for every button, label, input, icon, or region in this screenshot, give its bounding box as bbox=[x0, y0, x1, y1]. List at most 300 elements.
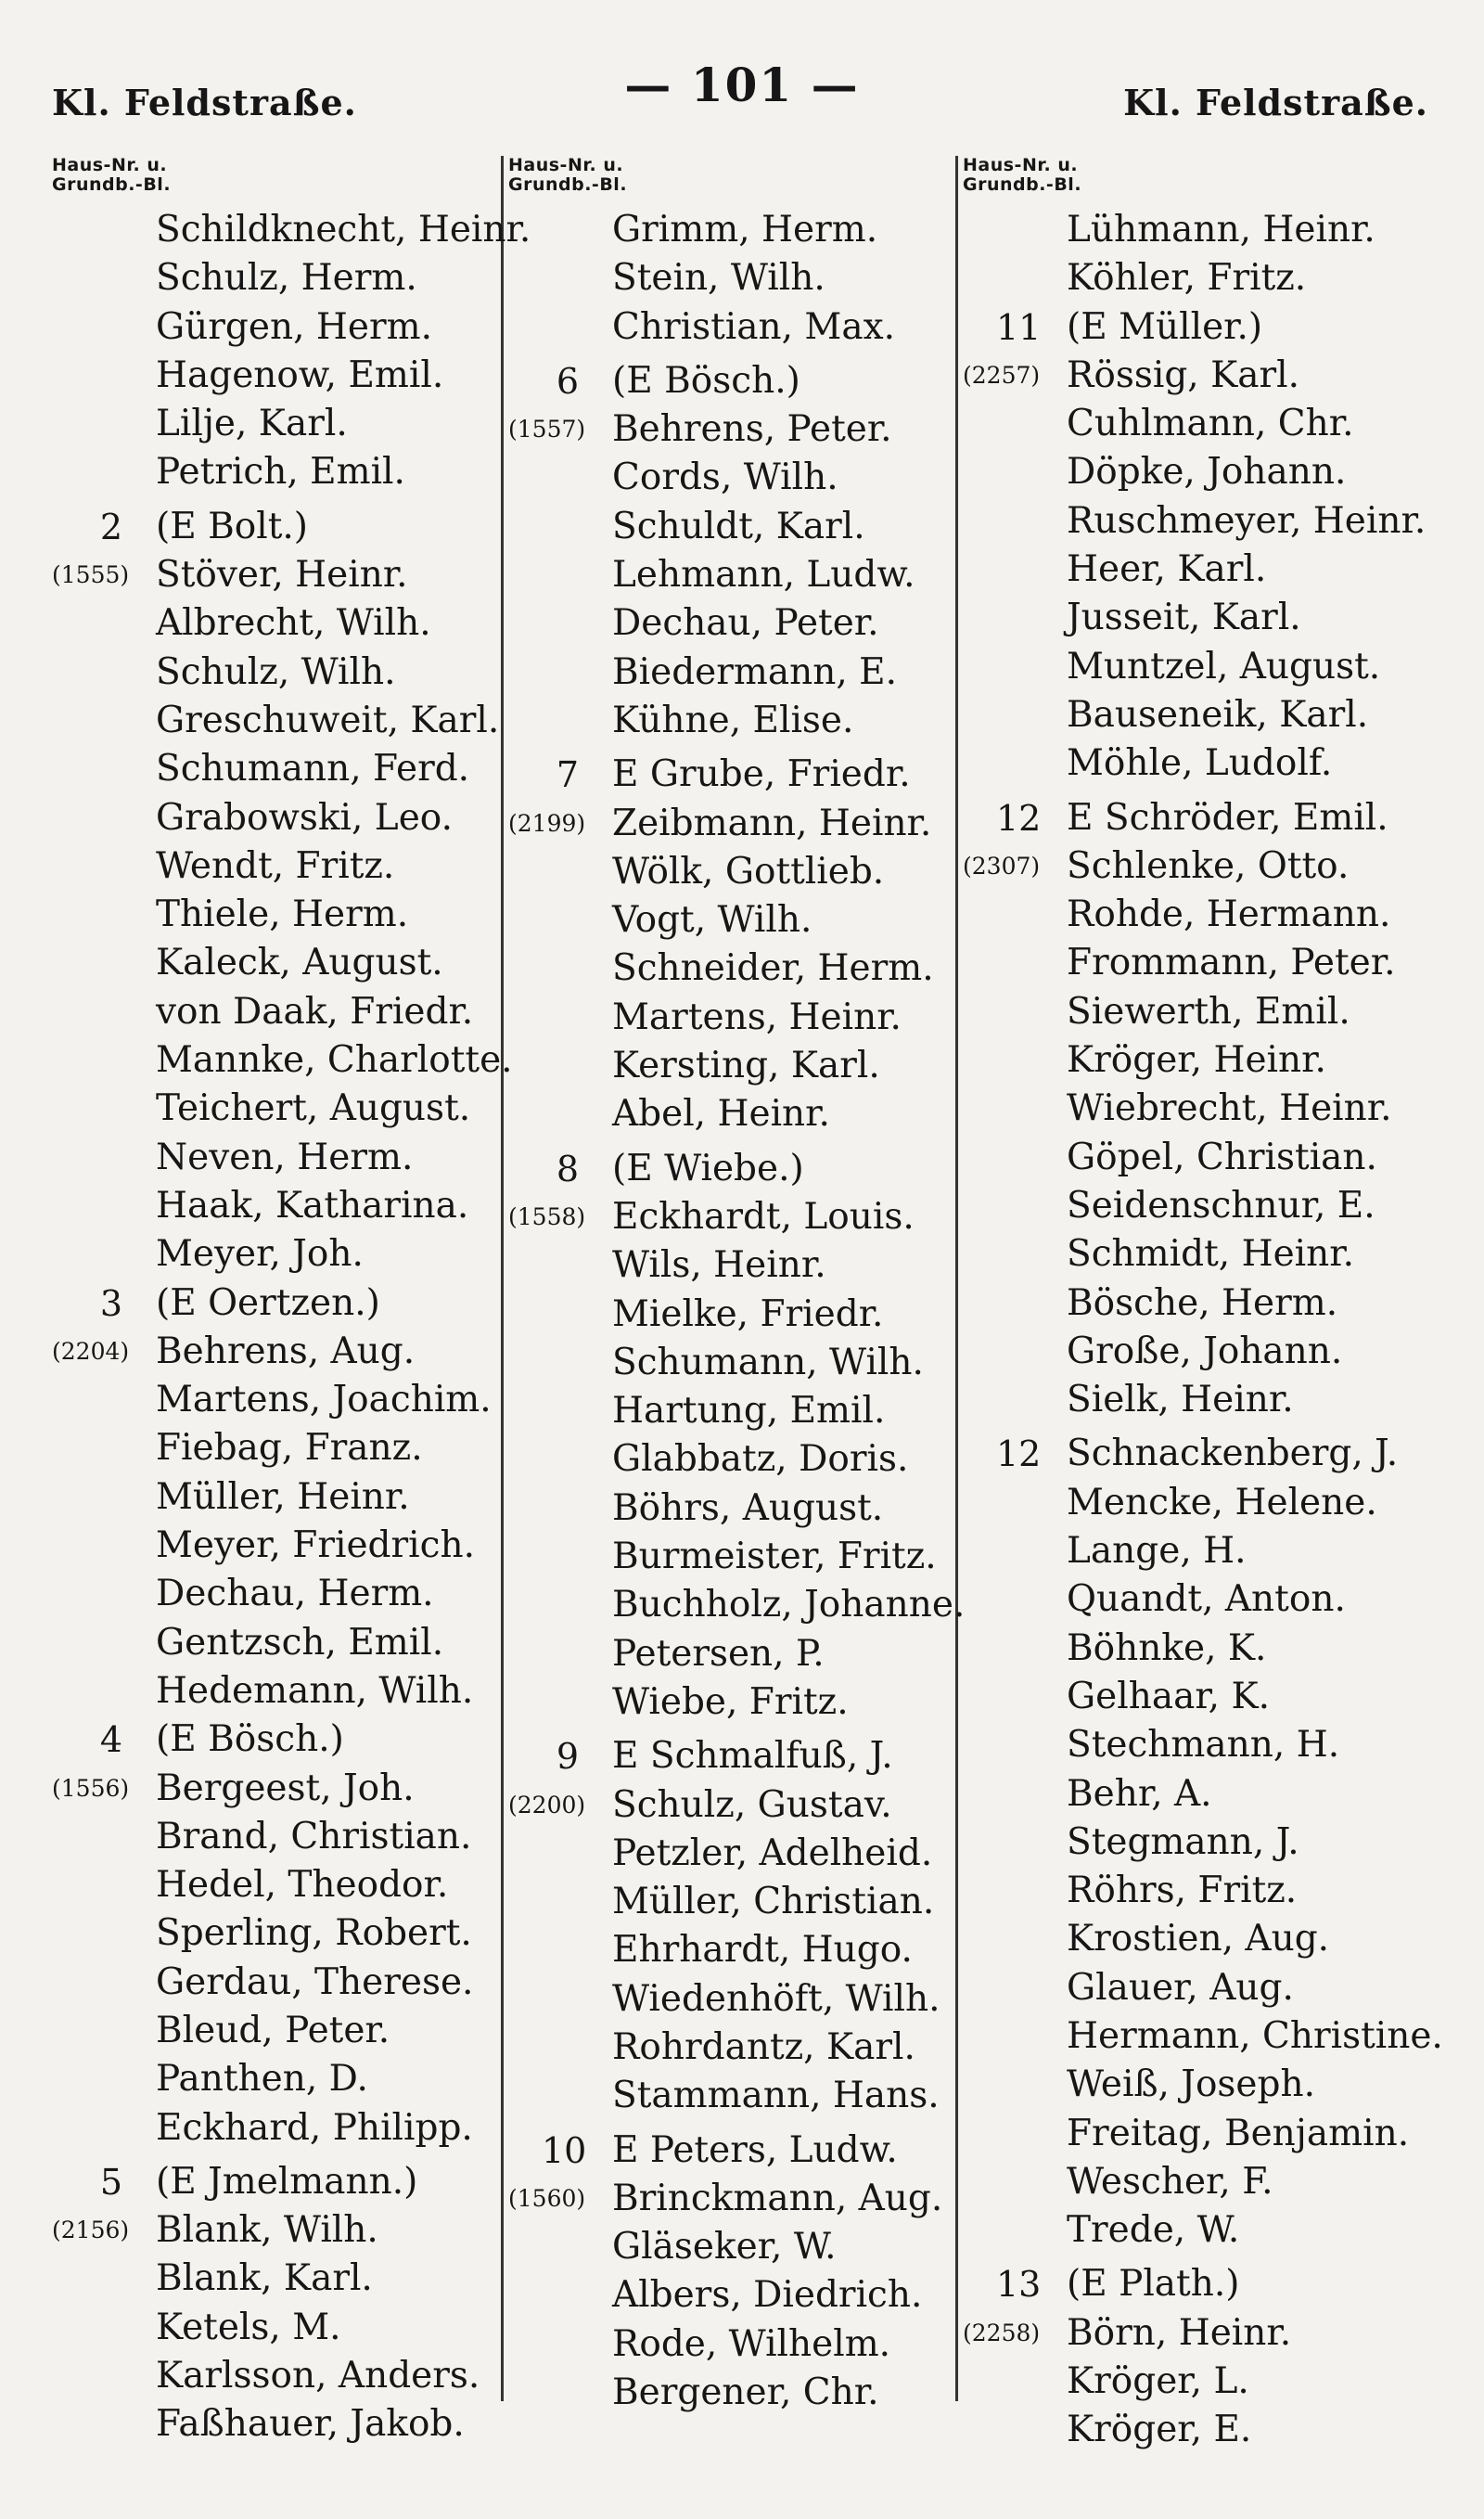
resident-name: Quandt, Anton. bbox=[1067, 1578, 1346, 1621]
resident-name: Gelhaar, K. bbox=[1067, 1675, 1271, 1717]
resident-name: Cords, Wilh. bbox=[612, 456, 838, 499]
directory-entry bbox=[508, 303, 944, 352]
resident-name: Neven, Herm. bbox=[156, 1136, 414, 1178]
directory-entry bbox=[52, 1085, 488, 1133]
resident-name: Kröger, Heinr. bbox=[1067, 1039, 1326, 1082]
directory-entry bbox=[963, 1964, 1445, 2012]
resident-name: Schildknecht, Heinr. bbox=[156, 209, 531, 251]
directory-entry bbox=[508, 1975, 944, 2024]
resident-name: Blank, Wilh. bbox=[156, 2209, 378, 2252]
house-number: 6 bbox=[556, 360, 579, 402]
resident-name: Böhnke, K. bbox=[1067, 1626, 1267, 1669]
directory-entry bbox=[52, 1909, 488, 1958]
column-header-line1: Haus-Nr. u. bbox=[508, 155, 624, 175]
resident-name: Hedel, Theodor. bbox=[156, 1864, 449, 1907]
directory-entry bbox=[963, 1134, 1445, 1182]
resident-name: Große, Johann. bbox=[1067, 1330, 1343, 1372]
resident-name: Behrens, Aug. bbox=[156, 1330, 416, 1372]
directory-entry bbox=[508, 405, 944, 454]
directory-entry bbox=[508, 551, 944, 599]
directory-entry bbox=[508, 1878, 944, 1926]
directory-entry bbox=[963, 1430, 1445, 1478]
house-number: 3 bbox=[99, 1282, 122, 1324]
column-divider bbox=[955, 156, 958, 2401]
directory-entry bbox=[963, 1770, 1445, 1819]
resident-name: Grimm, Herm. bbox=[612, 209, 878, 251]
directory-entry bbox=[963, 2012, 1445, 2061]
column-header bbox=[52, 156, 488, 206]
resident-name: Eckhard, Philipp. bbox=[156, 2106, 473, 2149]
resident-name: Behr, A. bbox=[1067, 1772, 1212, 1815]
resident-name: Karlsson, Anders. bbox=[156, 2355, 480, 2397]
directory-entry bbox=[963, 939, 1445, 987]
directory-entry bbox=[963, 2206, 1445, 2255]
resident-name: Lilje, Karl. bbox=[156, 403, 348, 445]
column-2 bbox=[508, 155, 966, 2417]
directory-entry bbox=[52, 2055, 488, 2103]
entry-list bbox=[508, 206, 966, 2417]
directory-entry bbox=[963, 891, 1445, 939]
directory-entry bbox=[508, 994, 944, 1042]
resident-name: Gläseker, W. bbox=[612, 2226, 837, 2268]
directory-entry bbox=[508, 1581, 966, 1629]
resident-name: Kühne, Elise. bbox=[612, 699, 854, 741]
resident-name: Freitag, Benjamin. bbox=[1067, 2112, 1410, 2154]
directory-entry bbox=[52, 1667, 488, 1716]
directory-entry bbox=[508, 1830, 944, 1878]
directory-entry bbox=[508, 1193, 944, 1241]
directory-entry bbox=[963, 1376, 1445, 1424]
resident-name: Rode, Wilhelm. bbox=[612, 2322, 891, 2365]
resident-name: Wescher, F. bbox=[1067, 2160, 1273, 2203]
directory-entry bbox=[508, 206, 944, 254]
directory-entry bbox=[508, 697, 944, 745]
resident-name: Panthen, D. bbox=[156, 2058, 368, 2101]
directory-entry bbox=[963, 1673, 1445, 1721]
directory-entry bbox=[52, 988, 488, 1036]
directory-entry bbox=[963, 1085, 1445, 1133]
directory-entry bbox=[963, 1479, 1445, 1527]
directory-entry bbox=[52, 254, 488, 302]
resident-name: Meyer, Joh. bbox=[156, 1233, 364, 1276]
resident-name: Ehrhardt, Hugo. bbox=[612, 1929, 913, 1972]
resident-name: Stechmann, H. bbox=[1067, 1724, 1340, 1767]
resident-name: E Grube, Friedr. bbox=[612, 753, 911, 796]
resident-name: Albrecht, Wilh. bbox=[156, 602, 431, 645]
directory-entry bbox=[963, 794, 1445, 842]
directory-entry bbox=[508, 896, 944, 945]
directory-entry bbox=[508, 649, 944, 697]
resident-name: Albers, Diedrich. bbox=[612, 2274, 923, 2317]
directory-entry bbox=[52, 206, 531, 254]
directory-entry bbox=[508, 2024, 944, 2072]
resident-name: Rohrdantz, Karl. bbox=[612, 2025, 915, 2068]
directory-entry bbox=[963, 497, 1445, 546]
land-register-number: (2199) bbox=[508, 809, 586, 837]
resident-name: Krostien, Aug. bbox=[1067, 1918, 1330, 1960]
directory-entry bbox=[52, 2206, 488, 2255]
house-number: 8 bbox=[556, 1148, 579, 1189]
resident-name: Jusseit, Karl. bbox=[1067, 597, 1301, 639]
directory-entry bbox=[963, 2406, 1445, 2454]
directory-entry bbox=[963, 1279, 1445, 1328]
resident-name: Glabbatz, Doris. bbox=[612, 1438, 909, 1481]
resident-name: Müller, Heinr. bbox=[156, 1475, 410, 1518]
resident-name: Schmidt, Heinr. bbox=[1067, 1233, 1355, 1276]
column-header-line1: Haus-Nr. u. bbox=[963, 155, 1079, 175]
directory-entry bbox=[963, 400, 1445, 448]
directory-entry bbox=[52, 1376, 492, 1424]
column-divider bbox=[501, 156, 504, 2401]
land-register-number: (2258) bbox=[963, 2319, 1041, 2346]
resident-name: Kersting, Karl. bbox=[612, 1045, 880, 1087]
directory-entry bbox=[52, 1134, 488, 1182]
directory-entry bbox=[508, 357, 944, 405]
directory-entry bbox=[508, 751, 944, 799]
resident-name: Lehmann, Ludw. bbox=[612, 554, 915, 597]
resident-name: Gürgen, Herm. bbox=[156, 305, 432, 348]
land-register-number: (1560) bbox=[508, 2184, 586, 2212]
resident-name: Teichert, August. bbox=[156, 1087, 471, 1130]
resident-name: Petrich, Emil. bbox=[156, 451, 405, 494]
resident-name: Wölk, Gottlieb. bbox=[612, 850, 885, 893]
directory-entry bbox=[508, 2127, 944, 2175]
directory-entry bbox=[963, 352, 1445, 400]
resident-name: Schumann, Wilh. bbox=[612, 1341, 924, 1383]
resident-name: Bergener, Chr. bbox=[612, 2371, 879, 2414]
resident-name: Petzler, Adelheid. bbox=[612, 1831, 933, 1874]
directory-entry bbox=[963, 2309, 1445, 2358]
directory-entry bbox=[52, 599, 488, 648]
resident-name: Bleud, Peter. bbox=[156, 2009, 390, 2051]
directory-entry bbox=[508, 1678, 944, 1727]
column-header bbox=[963, 156, 1445, 206]
directory-entry bbox=[508, 1926, 944, 1974]
resident-name: Petersen, P. bbox=[612, 1632, 825, 1675]
directory-entry bbox=[52, 2158, 488, 2206]
column-header-line2: Grundb.-Bl. bbox=[52, 174, 172, 195]
directory-entry bbox=[963, 1819, 1445, 1867]
directory-entry bbox=[508, 1732, 944, 1780]
resident-name: (E Müller.) bbox=[1067, 305, 1263, 348]
resident-name: Mannke, Charlotte. bbox=[156, 1039, 513, 1082]
house-number: 13 bbox=[996, 2264, 1042, 2306]
directory-entry bbox=[508, 800, 944, 848]
directory-entry bbox=[52, 2304, 488, 2352]
column-3 bbox=[963, 156, 1445, 2455]
running-head-right: Kl. Feldstraße. bbox=[1123, 82, 1428, 123]
resident-name: Böhrs, August. bbox=[612, 1486, 884, 1529]
resident-name: Wils, Heinr. bbox=[612, 1244, 826, 1287]
directory-entry bbox=[508, 1533, 944, 1581]
resident-name: Stegmann, J. bbox=[1067, 1820, 1299, 1863]
resident-name: Frommann, Peter. bbox=[1067, 942, 1396, 984]
directory-entry bbox=[508, 945, 944, 993]
resident-name: Muntzel, August. bbox=[1067, 645, 1381, 688]
resident-name: Bösche, Herm. bbox=[1067, 1281, 1338, 1324]
directory-entry bbox=[963, 303, 1445, 352]
column-header bbox=[508, 156, 944, 206]
column-header-line1: Haus-Nr. u. bbox=[52, 155, 168, 175]
resident-name: Schneider, Herm. bbox=[612, 947, 934, 990]
resident-name: Göpel, Christian. bbox=[1067, 1136, 1377, 1178]
resident-name: Trede, W. bbox=[1067, 2209, 1240, 2252]
directory-entry bbox=[52, 1959, 488, 2007]
directory-entry bbox=[963, 1915, 1445, 1963]
resident-name: Lange, H. bbox=[1067, 1530, 1247, 1573]
land-register-number: (2200) bbox=[508, 1791, 586, 1819]
directory-entry bbox=[963, 988, 1445, 1036]
resident-name: Kröger, E. bbox=[1067, 2409, 1252, 2451]
resident-name: E Schmalfuß, J. bbox=[612, 1735, 893, 1778]
resident-name: Zeibmann, Heinr. bbox=[612, 802, 932, 844]
directory-entry bbox=[963, 1721, 1445, 1769]
resident-name: von Daak, Friedr. bbox=[156, 990, 474, 1033]
directory-entry bbox=[963, 2260, 1445, 2308]
resident-name: Dechau, Herm. bbox=[156, 1573, 434, 1615]
resident-name: Weiß, Joseph. bbox=[1067, 2063, 1315, 2106]
resident-name: Kaleck, August. bbox=[156, 942, 443, 984]
resident-name: Wiedenhöft, Wilh. bbox=[612, 1977, 940, 2020]
directory-entry bbox=[52, 303, 488, 352]
directory-entry bbox=[508, 2369, 944, 2417]
directory-entry bbox=[963, 2358, 1445, 2406]
directory-entry bbox=[508, 1339, 944, 1387]
directory-entry bbox=[52, 1765, 488, 1813]
resident-name: Behrens, Peter. bbox=[612, 408, 892, 451]
directory-entry bbox=[52, 1279, 488, 1328]
resident-name: Schlenke, Otto. bbox=[1067, 844, 1350, 887]
resident-name: Seidenschnur, E. bbox=[1067, 1184, 1375, 1227]
resident-name: Bergeest, Joh. bbox=[156, 1767, 415, 1809]
resident-name: Schulz, Herm. bbox=[156, 257, 417, 300]
directory-entry bbox=[52, 1036, 513, 1085]
resident-name: Martens, Heinr. bbox=[612, 996, 902, 1038]
directory-entry bbox=[508, 254, 944, 302]
running-head-left: Kl. Feldstraße. bbox=[52, 82, 357, 123]
resident-name: Schulz, Wilh. bbox=[156, 650, 396, 693]
house-number: 9 bbox=[556, 1736, 579, 1778]
directory-entry bbox=[508, 599, 944, 648]
directory-entry bbox=[963, 691, 1445, 739]
directory-entry bbox=[508, 503, 944, 551]
directory-entry bbox=[52, 794, 488, 842]
land-register-number: (1556) bbox=[52, 1774, 130, 1802]
resident-name: Glauer, Aug. bbox=[1067, 1966, 1294, 2009]
resident-name: Sielk, Heinr. bbox=[1067, 1379, 1294, 1421]
resident-name: Ruschmeyer, Heinr. bbox=[1067, 499, 1426, 542]
resident-name: Hedemann, Wilh. bbox=[156, 1669, 474, 1712]
entry-list bbox=[963, 206, 1445, 2455]
resident-name: Sperling, Robert. bbox=[156, 1912, 472, 1955]
directory-entry bbox=[508, 848, 944, 896]
directory-entry bbox=[963, 254, 1445, 302]
directory-entry bbox=[963, 739, 1445, 788]
directory-entry bbox=[52, 1813, 488, 1861]
resident-name: Cuhlmann, Chr. bbox=[1067, 403, 1354, 445]
resident-name: (E Oertzen.) bbox=[156, 1281, 380, 1324]
house-number: 4 bbox=[99, 1719, 122, 1761]
resident-name: Börn, Heinr. bbox=[1067, 2311, 1292, 2354]
directory-entry bbox=[508, 1387, 944, 1435]
resident-name: Dechau, Peter. bbox=[612, 602, 879, 645]
directory-entry bbox=[52, 2352, 488, 2400]
resident-name: Biedermann, E. bbox=[612, 650, 898, 693]
resident-name: Schulz, Gustav. bbox=[612, 1783, 892, 1826]
directory-entry bbox=[963, 1625, 1445, 1673]
house-number: 5 bbox=[99, 2161, 122, 2203]
directory-entry bbox=[963, 2110, 1445, 2158]
house-number: 12 bbox=[996, 1433, 1042, 1475]
directory-entry bbox=[963, 643, 1445, 691]
directory-entry bbox=[963, 1527, 1445, 1575]
directory-entry bbox=[963, 546, 1445, 594]
directory-entry bbox=[508, 1090, 944, 1138]
directory-entry bbox=[52, 697, 500, 745]
directory-entry bbox=[52, 891, 488, 939]
directory-entry bbox=[52, 939, 488, 987]
directory-entry bbox=[963, 206, 1445, 254]
directory-entry bbox=[963, 1036, 1445, 1085]
directory-entry bbox=[52, 551, 488, 599]
resident-name: Hartung, Emil. bbox=[612, 1390, 886, 1433]
directory-entry bbox=[508, 1291, 944, 1339]
directory-entry bbox=[508, 2320, 944, 2369]
directory-entry bbox=[508, 1145, 944, 1193]
house-number: 2 bbox=[99, 506, 122, 547]
resident-name: Hagenow, Emil. bbox=[156, 353, 444, 396]
resident-name: Stein, Wilh. bbox=[612, 257, 825, 300]
page-number: — 101 — bbox=[624, 58, 860, 112]
resident-name: Gentzsch, Emil. bbox=[156, 1621, 444, 1664]
resident-name: Buchholz, Johanne. bbox=[612, 1584, 966, 1626]
resident-name: Eckhardt, Louis. bbox=[612, 1195, 915, 1238]
land-register-number: (2307) bbox=[963, 852, 1041, 880]
directory-entry bbox=[52, 842, 488, 891]
directory-entry bbox=[52, 1328, 488, 1376]
resident-name: Abel, Heinr. bbox=[612, 1093, 830, 1136]
directory-entry bbox=[52, 2104, 488, 2153]
directory-entry bbox=[52, 352, 488, 400]
resident-name: Köhler, Fritz. bbox=[1067, 257, 1307, 300]
directory-entry bbox=[52, 1473, 488, 1522]
directory-entry bbox=[508, 1630, 944, 1678]
directory-entry bbox=[508, 1241, 944, 1290]
resident-name: Ketels, M. bbox=[156, 2306, 341, 2348]
directory-entry bbox=[508, 1484, 944, 1533]
directory-entry bbox=[963, 2158, 1445, 2206]
directory-entry bbox=[508, 2072, 944, 2120]
land-register-number: (1558) bbox=[508, 1202, 586, 1230]
directory-entry bbox=[508, 1042, 944, 1090]
resident-name: Thiele, Herm. bbox=[156, 893, 409, 936]
directory-entry bbox=[52, 503, 488, 551]
directory-entry bbox=[52, 649, 488, 697]
resident-name: Röhrs, Fritz. bbox=[1067, 1870, 1298, 1912]
directory-entry bbox=[963, 1575, 1445, 1624]
resident-name: Wiebe, Fritz. bbox=[612, 1680, 849, 1723]
resident-name: Greschuweit, Karl. bbox=[156, 699, 500, 741]
resident-name: Burmeister, Fritz. bbox=[612, 1536, 937, 1578]
land-register-number: (2156) bbox=[52, 2217, 130, 2244]
directory-entry bbox=[963, 2061, 1445, 2109]
directory-entry bbox=[52, 1861, 488, 1909]
entry-list bbox=[52, 206, 531, 2449]
resident-name: Brand, Christian. bbox=[156, 1815, 472, 1857]
resident-name: Grabowski, Leo. bbox=[156, 796, 453, 839]
resident-name: Blank, Karl. bbox=[156, 2257, 373, 2300]
resident-name: Brinckmann, Aug. bbox=[612, 2177, 943, 2219]
directory-entry bbox=[963, 1328, 1445, 1376]
directory-entry bbox=[508, 2175, 944, 2223]
resident-name: Stöver, Heinr. bbox=[156, 554, 408, 597]
resident-name: Mielke, Friedr. bbox=[612, 1292, 884, 1335]
directory-entry bbox=[52, 745, 488, 793]
directory-entry bbox=[52, 1182, 488, 1230]
house-number: 10 bbox=[542, 2129, 587, 2171]
directory-entry bbox=[963, 842, 1445, 891]
house-number: 7 bbox=[556, 754, 579, 796]
resident-name: Heer, Karl. bbox=[1067, 548, 1267, 591]
resident-name: Gerdau, Therese. bbox=[156, 1960, 474, 2003]
resident-name: (E Wiebe.) bbox=[612, 1147, 804, 1189]
directory-entry bbox=[52, 2255, 488, 2303]
resident-name: Rössig, Karl. bbox=[1067, 353, 1300, 396]
resident-name: Wiebrecht, Heinr. bbox=[1067, 1087, 1392, 1130]
directory-entry bbox=[52, 1230, 488, 1279]
house-number: 11 bbox=[996, 306, 1042, 348]
land-register-number: (1557) bbox=[508, 416, 586, 443]
directory-entry bbox=[52, 1424, 488, 1472]
resident-name: (E Bösch.) bbox=[156, 1718, 344, 1761]
directory-entry bbox=[52, 1570, 488, 1618]
resident-name: Rohde, Hermann. bbox=[1067, 893, 1391, 936]
resident-name: Stammann, Hans. bbox=[612, 2075, 940, 2117]
resident-name: E Peters, Ludw. bbox=[612, 2128, 898, 2171]
resident-name: Haak, Katharina. bbox=[156, 1184, 469, 1227]
resident-name: Schumann, Ferd. bbox=[156, 748, 470, 790]
resident-name: Döpke, Johann. bbox=[1067, 451, 1347, 494]
resident-name: Schuldt, Karl. bbox=[612, 505, 865, 547]
column-header-line2: Grundb.-Bl. bbox=[508, 174, 628, 195]
land-register-number: (2257) bbox=[963, 361, 1041, 389]
directory-entry bbox=[52, 448, 488, 496]
directory-entry bbox=[508, 2223, 944, 2271]
resident-name: (E Bösch.) bbox=[612, 359, 800, 402]
directory-entry bbox=[508, 2271, 944, 2320]
directory-entry bbox=[963, 594, 1445, 642]
resident-name: Lühmann, Heinr. bbox=[1067, 209, 1375, 251]
directory-entry bbox=[508, 454, 944, 502]
land-register-number: (1555) bbox=[52, 561, 130, 589]
resident-name: Wendt, Fritz. bbox=[156, 844, 395, 887]
resident-name: E Schröder, Emil. bbox=[1067, 796, 1388, 839]
resident-name: Hermann, Christine. bbox=[1067, 2014, 1443, 2057]
resident-name: Faßhauer, Jakob. bbox=[156, 2403, 465, 2446]
land-register-number: (2204) bbox=[52, 1337, 130, 1365]
directory-entry bbox=[52, 1522, 488, 1570]
resident-name: Vogt, Wilh. bbox=[612, 899, 812, 942]
resident-name: Möhle, Ludolf. bbox=[1067, 742, 1333, 785]
resident-name: (E Bolt.) bbox=[156, 505, 308, 547]
column-1 bbox=[52, 155, 531, 2449]
directory-entry bbox=[508, 1781, 944, 1830]
directory-entry bbox=[52, 1716, 488, 1764]
directory-entry bbox=[52, 400, 488, 448]
resident-name: Kröger, L. bbox=[1067, 2360, 1249, 2403]
resident-name: Bauseneik, Karl. bbox=[1067, 693, 1369, 736]
resident-name: Martens, Joachim. bbox=[156, 1379, 492, 1421]
